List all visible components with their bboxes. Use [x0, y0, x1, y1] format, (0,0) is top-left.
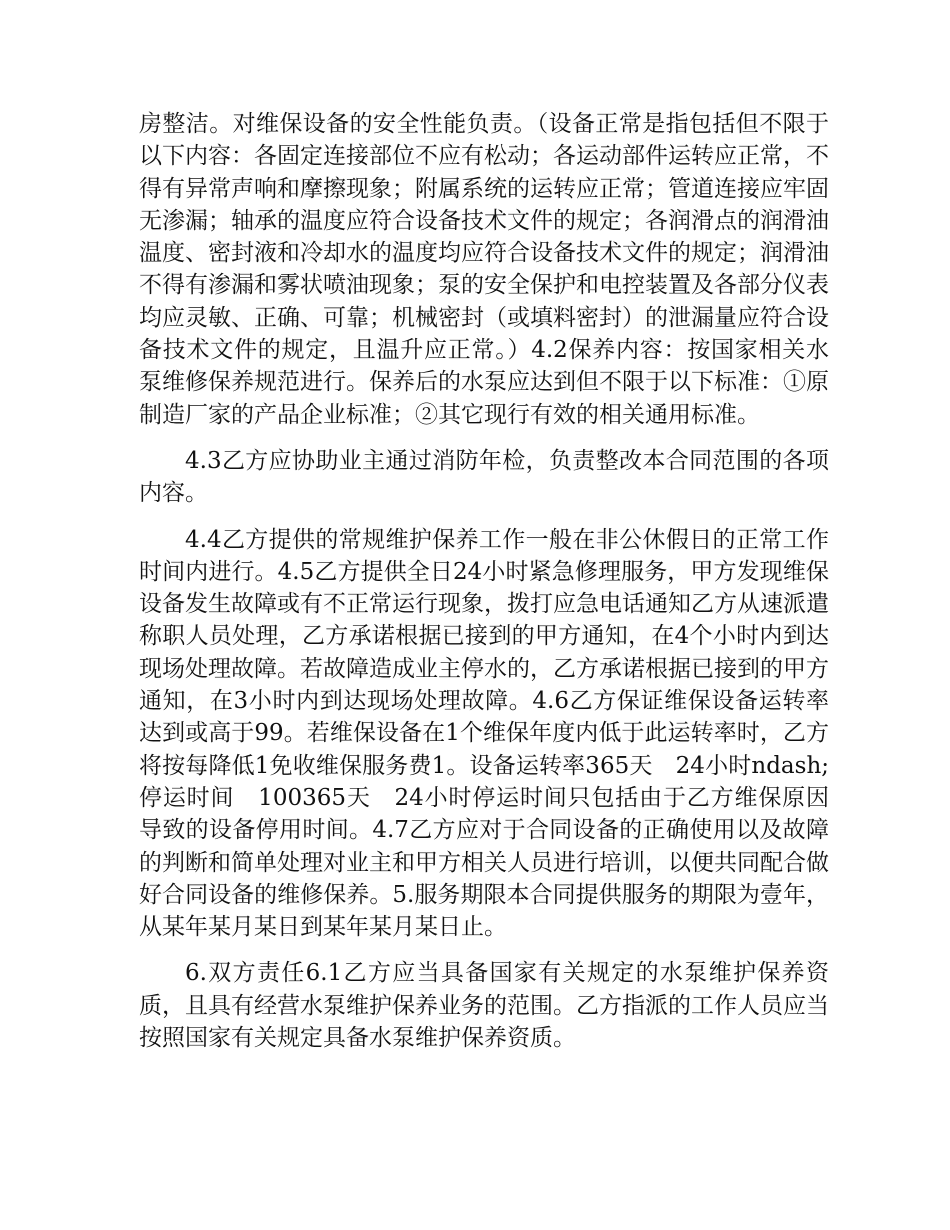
document-body	[139, 108, 829, 1068]
paragraph-fire-inspection: 4.3乙方应协助业主通过消防年检，负责整改本合同范围的各项内容。	[139, 447, 829, 507]
paragraph-service-terms: 4.4乙方提供的常规维护保养工作一般在非公休假日的正常工作时间内进行。4.5乙方提供全日24小时紧急修理服务，甲方发现维保设备发生故障或有不正常运行现象，拨打应急电话通知乙方从速派遣称职人员处理，乙方承诺根据已接到的甲方通知，在4个小时内到达现场处理故障。若故障造成业主停水的，乙方承诺根据已接到的甲方通知，在3小时内到达现场处理故障。4.6乙方保证维保设备运转率达到或高于99。若维保设备在1个维保年度内低于此运转率时，乙方将按每降低1免收维保服务费1。设备运转率365天 24小时ndash;停运时间 100365天 24小时停运时间只包括由于乙方维保原因导致的设备停用时间。4.7乙方应对于合同设备的正确使用以及故障的判断和简单处理对业主和甲方相关人员进行培训，以便共同配合做好合同设备的维修保养。5.服务期限本合同提供服务的期限为壹年，从某年某月某日到某年某月某日止。	[139, 526, 829, 941]
paragraph-maintenance-standards: 房整洁。对维保设备的安全性能负责。（设备正常是指包括但不限于以下内容：各固定连接部位不应有松动；各运动部件运转应正常，不得有异常声响和摩擦现象；附属系统的运转应正常；管道连接应牢固无渗漏；轴承的温度应符合设备技术文件的规定；各润滑点的润滑油温度、密封液和冷却水的温度均应符合设备技术文件的规定；润滑油不得有渗漏和雾状喷油现象；泵的安全保护和电控装置及各部分仪表均应灵敏、正确、可靠；机械密封（或填料密封）的泄漏量应符合设备技术文件的规定，且温升应正常。）4.2保养内容：按国家相关水泵维修保养规范进行。保养后的水泵应达到但不限于以下标准：①原制造厂家的产品企业标准；②其它现行有效的相关通用标准。	[139, 111, 829, 428]
paragraph-responsibilities: 6.双方责任6.1乙方应当具备国家有关规定的水泵维护保养资质，且具有经营水泵维护保养业务的范围。乙方指派的工作人员应当按照国家有关规定具备水泵维护保养资质。	[139, 960, 829, 1052]
